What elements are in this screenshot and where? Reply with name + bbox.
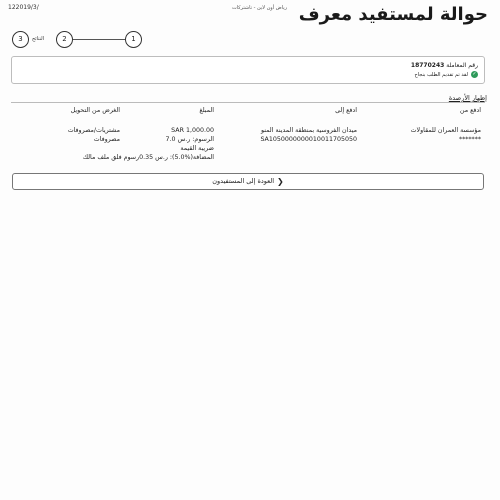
top-bar	[0, 0, 500, 34]
success-message	[415, 71, 478, 78]
purpose-label: الغرض من التحويل	[70, 107, 120, 114]
purpose-value: مشتريات/مصروفات	[67, 127, 120, 134]
breadcrumb[interactable]: رياض أون لاين - تاشتركات	[232, 5, 288, 11]
purpose-sub: مصروفات	[93, 136, 120, 143]
date-text: 122019/3/	[8, 4, 39, 11]
pay-from-account: مؤسسة العمران للمقاولات	[410, 127, 481, 134]
fees-value: الرسوم: ر.س 7.0	[165, 136, 214, 143]
pay-to-label: ادفع إلى	[335, 107, 357, 114]
transaction-status-box	[11, 56, 485, 84]
step-3: 3	[12, 31, 29, 48]
amount-label: المبلغ	[199, 107, 214, 114]
beneficiary-name: ميدان الفروسية بمنطقة المدينة المنو	[260, 127, 357, 134]
pay-from-column	[411, 106, 481, 144]
back-to-beneficiaries-button[interactable]	[12, 173, 484, 190]
progress-stepper	[12, 31, 142, 49]
step-connector	[73, 39, 125, 40]
step-result-label: النتائج	[32, 36, 45, 42]
success-text: لقد تم تقديم الطلب بنجاح	[414, 71, 468, 78]
transaction-ref	[411, 62, 478, 69]
ref-number: 18770243	[410, 62, 445, 69]
pay-from-masked: *******	[458, 136, 481, 143]
pay-from-label: ادفع من	[459, 107, 481, 114]
purpose-column	[68, 106, 120, 144]
transfer-details	[11, 102, 485, 166]
vat-value: المضافة(%5.0): ر.س 0.35رسوم فلق ملف مالك	[82, 154, 214, 161]
step-1: 1	[125, 31, 142, 48]
back-button-label: العودة إلى المستفيدون	[212, 177, 275, 185]
chevron-left-icon: ❮	[277, 177, 284, 186]
pay-to-column	[260, 106, 357, 144]
beneficiary-iban: SA1050000000010011705050	[260, 136, 357, 143]
step-2: 2	[56, 31, 73, 48]
check-circle-icon: ✓	[472, 71, 477, 77]
show-balances-link[interactable]: إظهار الأرصدة	[448, 94, 487, 102]
ref-label: رقم المعاملة	[446, 62, 478, 69]
amount-value: SAR 1,000.00	[171, 127, 214, 134]
vat-label: ضريبة القيمة	[180, 145, 214, 152]
page-title: حوالة لمستفيد معرف	[298, 4, 488, 25]
